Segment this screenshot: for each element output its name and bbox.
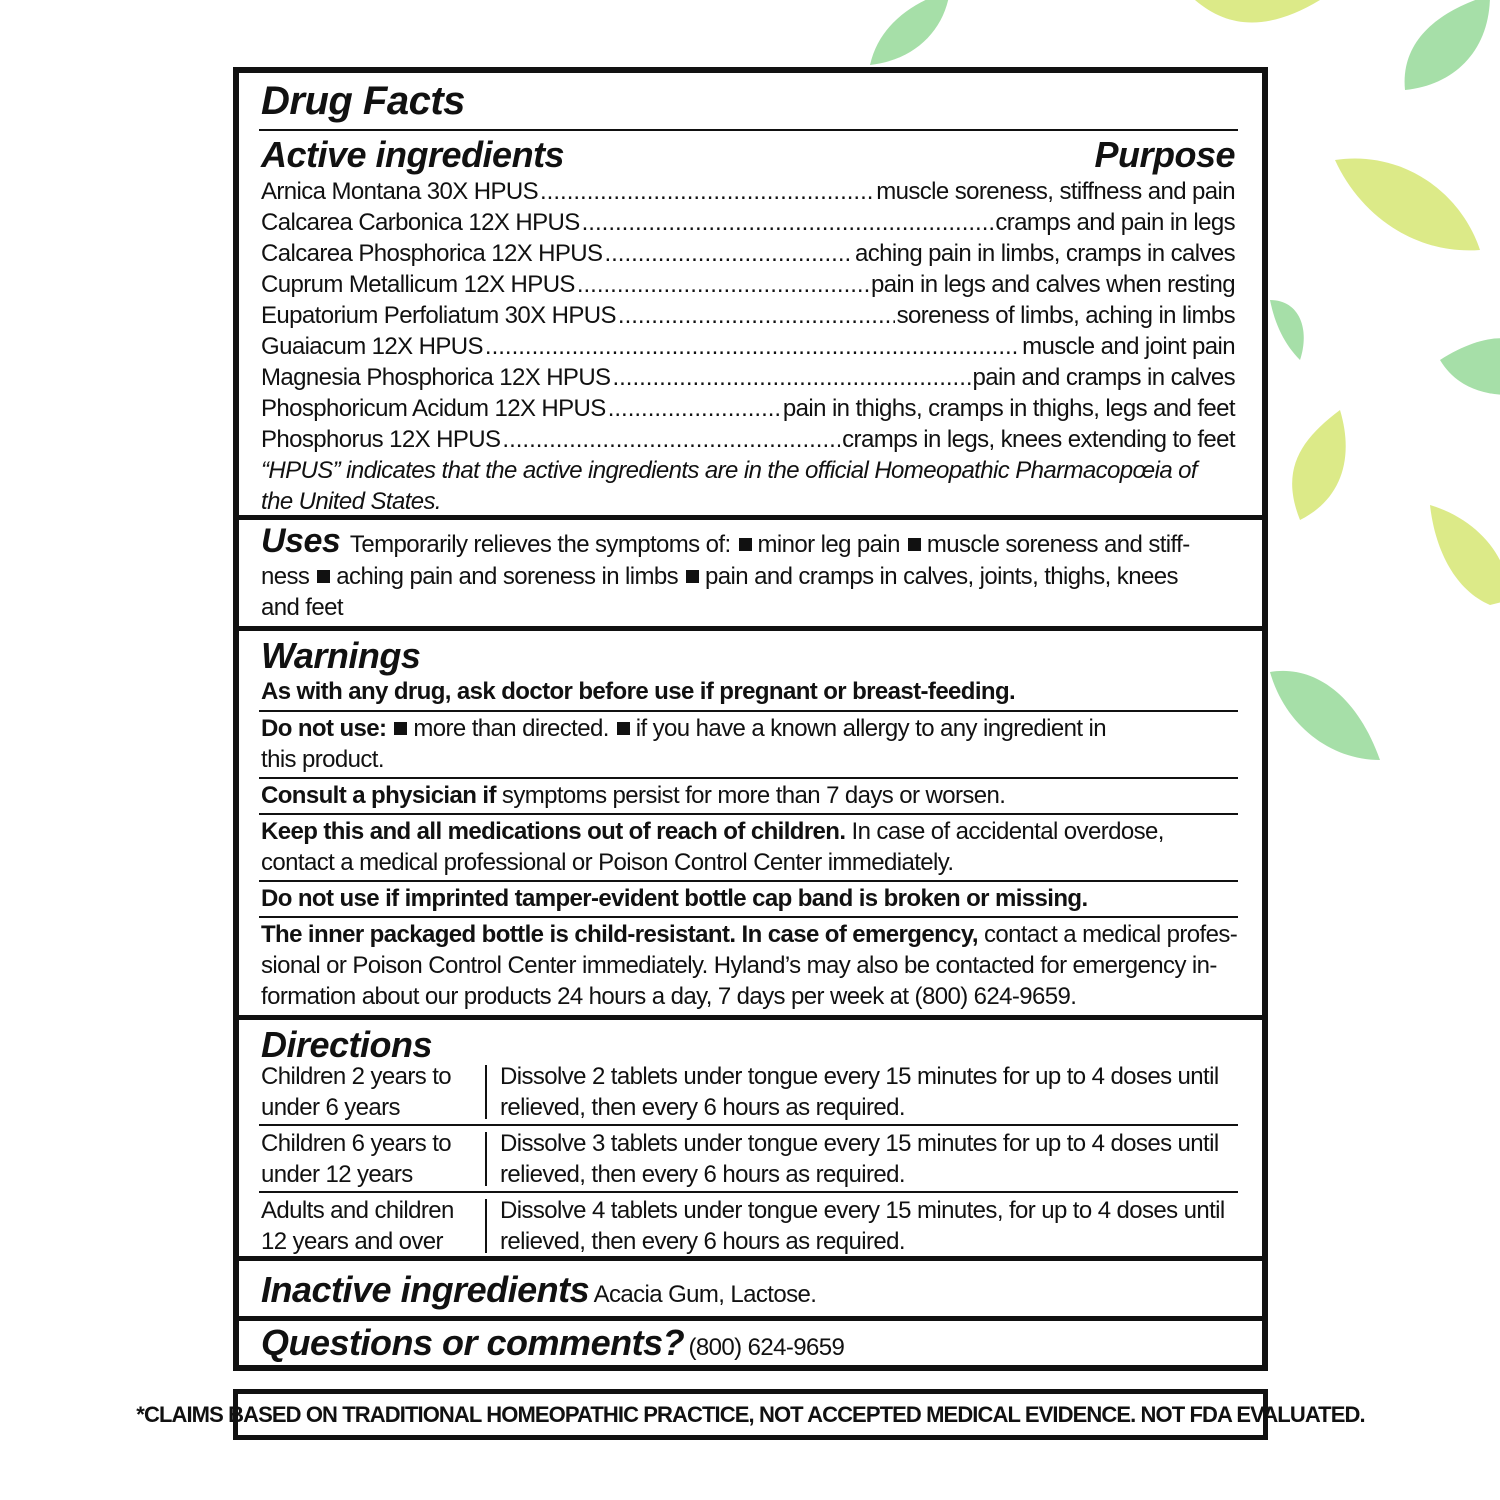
warning-rule — [259, 710, 1238, 712]
active-ingredients-list — [261, 176, 1235, 455]
warning-tamper: Do not use if imprinted tamper-evident bottle cap band is broken or missing. — [261, 885, 1088, 912]
page-title: Drug Facts — [261, 79, 465, 123]
uses-heading: Uses — [261, 522, 341, 560]
leaf-icon — [870, 0, 950, 65]
column-divider — [485, 1132, 487, 1186]
warnings-heading: Warnings — [261, 635, 421, 676]
keep-label: Keep this and all medications out of reach of children. — [261, 818, 846, 845]
ingredient-row — [261, 331, 1235, 362]
ingredient-name: Guaiacum 12X HPUS — [261, 333, 483, 360]
leader-dots — [582, 207, 994, 238]
leaf-icon — [1405, 0, 1490, 90]
age-group: Adults and children 12 years and over — [261, 1197, 454, 1255]
ingredient-name: Calcarea Carbonica 12X HPUS — [261, 209, 580, 236]
ingredient-purpose: pain and cramps in calves — [972, 364, 1235, 391]
warning-consult — [261, 780, 1238, 811]
leaf-icon — [1335, 158, 1480, 250]
directions-row — [261, 1061, 1238, 1123]
leaf-icon — [1430, 505, 1500, 605]
section-divider — [239, 515, 1262, 520]
warning-inner-bottle — [261, 919, 1238, 1012]
ingredient-purpose: pain in thighs, cramps in thighs, legs and feet — [782, 395, 1235, 422]
ingredient-name: Phosphoricum Acidum 12X HPUS — [261, 395, 606, 422]
leader-dots — [612, 362, 970, 393]
bullet-icon — [908, 538, 921, 551]
ingredient-name: Eupatorium Perfoliatum 30X HPUS — [261, 302, 616, 329]
ingredient-row — [261, 424, 1235, 455]
ingredient-purpose: soreness of limbs, aching in limbs — [896, 302, 1235, 329]
ingredient-name: Phosphorus 12X HPUS — [261, 426, 501, 453]
age-group: Children 2 years to under 6 years — [261, 1063, 452, 1121]
uses-item: muscle soreness and stiff-ness — [261, 531, 1190, 590]
directions-heading: Directions — [261, 1024, 433, 1065]
leaf-icon — [1195, 0, 1320, 23]
warning-rule — [259, 916, 1238, 918]
drug-facts-panel — [233, 67, 1268, 1371]
ingredient-row — [261, 176, 1235, 207]
bullet-icon — [686, 570, 699, 583]
ingredient-row — [261, 269, 1235, 300]
directions-rule — [259, 1124, 1238, 1126]
warning-do-not-use — [261, 713, 1122, 775]
ingredient-row — [261, 362, 1235, 393]
questions-phone: (800) 624-9659 — [688, 1334, 845, 1361]
ingredient-name: Cuprum Metallicum 12X HPUS — [261, 271, 575, 298]
inactive-text: Acacia Gum, Lactose. — [593, 1281, 817, 1308]
leaf-icon — [1270, 671, 1380, 760]
ingredient-purpose: muscle soreness, stiffness and pain — [876, 178, 1235, 205]
directions-rule — [259, 1191, 1238, 1193]
uses-intro: Temporarily relieves the symptoms of: — [349, 531, 731, 558]
column-divider — [485, 1065, 487, 1119]
ingredient-name: Magnesia Phosphorica 12X HPUS — [261, 364, 611, 391]
ingredient-name: Calcarea Phosphorica 12X HPUS — [261, 240, 603, 267]
bullet-icon — [739, 538, 752, 551]
leaf-icon — [1292, 410, 1346, 520]
leader-dots — [540, 176, 874, 207]
section-divider — [239, 1015, 1262, 1020]
directions-row — [261, 1195, 1238, 1257]
hpus-note: “HPUS” indicates that the active ingredients are in the official Homeopathic Pharmacopœia of the United States. — [261, 457, 1197, 515]
dosage-instruction: Dissolve 3 tablets under tongue every 15 minutes for up to 4 doses until relieved, then every 6 hours as required. — [500, 1130, 1219, 1188]
ingredient-purpose: cramps in legs, knees extending to feet — [842, 426, 1235, 453]
do-not-use-item: if you have a known allergy to any ingredient in this product. — [261, 715, 1106, 773]
column-divider — [485, 1199, 487, 1253]
bullet-icon — [617, 722, 630, 735]
inner-label: The inner packaged bottle is child-resistant. In case of emergency, — [261, 921, 978, 948]
consult-text: symptoms persist for more than 7 days or worsen. — [501, 782, 1006, 809]
warning-rule — [259, 777, 1238, 779]
do-not-use-item: more than directed. — [413, 715, 609, 742]
uses-item: pain and cramps in calves, joints, thighs, knees and feet — [261, 563, 1178, 621]
uses-item: minor leg pain — [757, 531, 900, 558]
ingredient-row — [261, 238, 1235, 269]
claims-disclaimer: *CLAIMS BASED ON TRADITIONAL HOMEOPATHIC PRACTICE, NOT ACCEPTED MEDICAL EVIDENCE. NOT FDA EVALUATED. — [233, 1389, 1268, 1440]
warning-keep-away — [261, 816, 1238, 878]
questions-section — [261, 1323, 1238, 1363]
ingredient-row — [261, 207, 1235, 238]
section-divider — [239, 626, 1262, 631]
warning-rule — [259, 880, 1238, 882]
dosage-instruction: Dissolve 2 tablets under tongue every 15 minutes for up to 4 doses until relieved, then every 6 hours as required. — [500, 1063, 1219, 1121]
purpose-heading: Purpose — [1094, 134, 1235, 175]
dosage-instruction: Dissolve 4 tablets under tongue every 15 minutes, for up to 4 doses until relieved, then every 6 hours as required. — [500, 1197, 1225, 1255]
ingredient-row — [261, 393, 1235, 424]
warning-rule — [259, 813, 1238, 815]
leader-dots — [618, 300, 895, 331]
leader-dots — [577, 269, 869, 300]
inactive-ingredients — [261, 1270, 1238, 1310]
inner-text: contact a medical profes-sional or Poison Control Center immediately. Hyland’s may also be contacted for emergency in-formation about our products 24 hours a day, 7 days per week at (800) 624-9659. — [261, 921, 1238, 1010]
title-rule — [259, 129, 1238, 131]
do-not-use-label: Do not use: — [261, 715, 387, 742]
directions-row — [261, 1128, 1238, 1190]
ingredient-name: Arnica Montana 30X HPUS — [261, 178, 539, 205]
ingredient-row — [261, 300, 1235, 331]
active-ingredients-heading: Active ingredients — [261, 134, 565, 175]
section-divider — [239, 1316, 1262, 1321]
keep-text: In case of accidental overdose, contact a medical professional or Poison Control Center immediately. — [261, 818, 1164, 876]
leader-dots — [608, 393, 781, 424]
ingredient-purpose: pain in legs and calves when resting — [871, 271, 1235, 298]
leader-dots — [485, 331, 1020, 362]
uses-section — [261, 521, 1222, 623]
warning-pregnant: As with any drug, ask doctor before use if pregnant or breast-feeding. — [261, 678, 1016, 705]
leaf-icon — [1270, 300, 1304, 360]
bullet-icon — [394, 722, 407, 735]
ingredient-purpose: cramps and pain in legs — [995, 209, 1235, 236]
leader-dots — [502, 424, 840, 455]
leader-dots — [604, 238, 853, 269]
consult-label: Consult a physician if — [261, 782, 496, 809]
ingredient-purpose: aching pain in limbs, cramps in calves — [854, 240, 1235, 267]
inactive-heading: Inactive ingredients — [261, 1269, 590, 1310]
active-ingredients-header — [261, 135, 1235, 175]
leaf-icon — [1440, 338, 1500, 395]
uses-item: aching pain and soreness in limbs — [336, 563, 679, 590]
section-divider — [239, 1256, 1262, 1261]
ingredient-purpose: muscle and joint pain — [1022, 333, 1235, 360]
bullet-icon — [317, 570, 330, 583]
age-group: Children 6 years to under 12 years — [261, 1130, 452, 1188]
questions-heading: Questions or comments? — [261, 1322, 685, 1363]
